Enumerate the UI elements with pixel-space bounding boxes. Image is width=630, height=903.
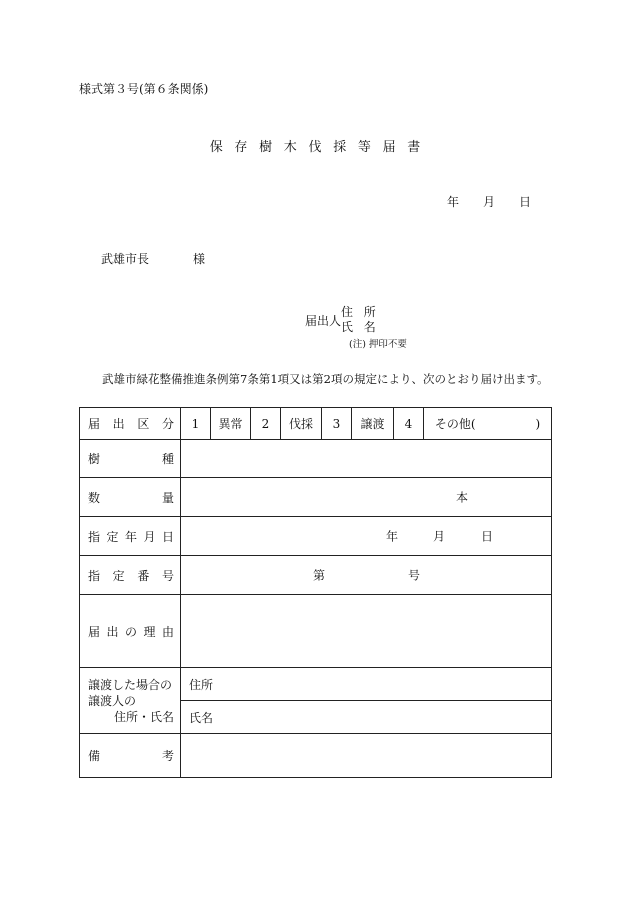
addressee-name: 武雄市長	[101, 252, 150, 266]
applicant-address-label: 住所	[341, 305, 387, 319]
addressee	[101, 250, 205, 267]
species-field[interactable]	[181, 440, 552, 478]
transfer-name-field[interactable]	[181, 701, 552, 734]
designated-year-label: 年	[386, 529, 399, 544]
option-2-label[interactable]: 伐採	[281, 408, 322, 440]
notification-form-table	[79, 407, 552, 778]
row-transfer-address	[80, 668, 552, 701]
quantity-label: 数 量	[80, 478, 181, 517]
designated-day-label: 日	[481, 529, 494, 544]
applicant-label: 届出人	[305, 314, 342, 328]
transfer-label	[80, 668, 181, 734]
option-4-number[interactable]: 4	[394, 408, 424, 440]
row-species	[80, 440, 552, 478]
option-1-number[interactable]: 1	[181, 408, 211, 440]
date-month-label: 月	[483, 195, 496, 209]
submission-date	[447, 193, 531, 210]
row-remarks	[80, 734, 552, 778]
remarks-field[interactable]	[181, 734, 552, 778]
transfer-address-label: 住所	[189, 677, 214, 692]
row-category	[80, 408, 552, 440]
addressee-suffix: 様	[193, 252, 206, 266]
option-2-number[interactable]: 2	[251, 408, 281, 440]
transfer-label-line3: 住所・氏名	[113, 709, 174, 724]
species-label: 樹 種	[80, 440, 181, 478]
reason-label: 届 出 の 理 由	[80, 595, 181, 668]
reason-field[interactable]	[181, 595, 552, 668]
designated-number-prefix: 第	[313, 568, 326, 583]
row-quantity	[80, 478, 552, 517]
intro-statement: 武雄市緑花整備推進条例第7条第1項又は第2項の規定により、次のとおり届け出ます。	[102, 372, 549, 386]
quantity-field[interactable]	[181, 478, 552, 517]
remarks-label: 備 考	[80, 734, 181, 778]
option-3-number[interactable]: 3	[322, 408, 352, 440]
transfer-address-field[interactable]	[181, 668, 552, 701]
form-number: 様式第３号(第６条関係)	[79, 82, 209, 96]
option-3-label[interactable]: 譲渡	[352, 408, 394, 440]
transfer-name-label: 氏名	[189, 710, 214, 725]
document-title: 保存樹木伐採等届書	[209, 140, 432, 155]
option-4-label[interactable]: その他( )	[424, 408, 552, 440]
designated-month-label: 月	[433, 529, 446, 544]
designated-date-field[interactable]	[181, 517, 552, 556]
transfer-label-line1: 譲渡した場合の	[88, 677, 173, 692]
seal-note: (注) 押印不要	[349, 339, 407, 350]
date-year-label: 年	[447, 195, 460, 209]
row-designated-number	[80, 556, 552, 595]
row-designated-date	[80, 517, 552, 556]
row-reason	[80, 595, 552, 668]
transfer-label-line2: 譲渡人の	[88, 693, 137, 708]
designated-number-suffix: 号	[408, 568, 421, 583]
applicant-name-label: 氏名	[341, 320, 387, 334]
designated-date-label: 指 定 年 月 日	[80, 517, 181, 556]
option-1-label[interactable]: 異常	[211, 408, 251, 440]
designated-number-label: 指 定 番 号	[80, 556, 181, 595]
designated-number-field[interactable]	[181, 556, 552, 595]
quantity-unit: 本	[456, 490, 469, 505]
date-day-label: 日	[519, 195, 532, 209]
category-label: 届 出 区 分	[80, 408, 181, 440]
